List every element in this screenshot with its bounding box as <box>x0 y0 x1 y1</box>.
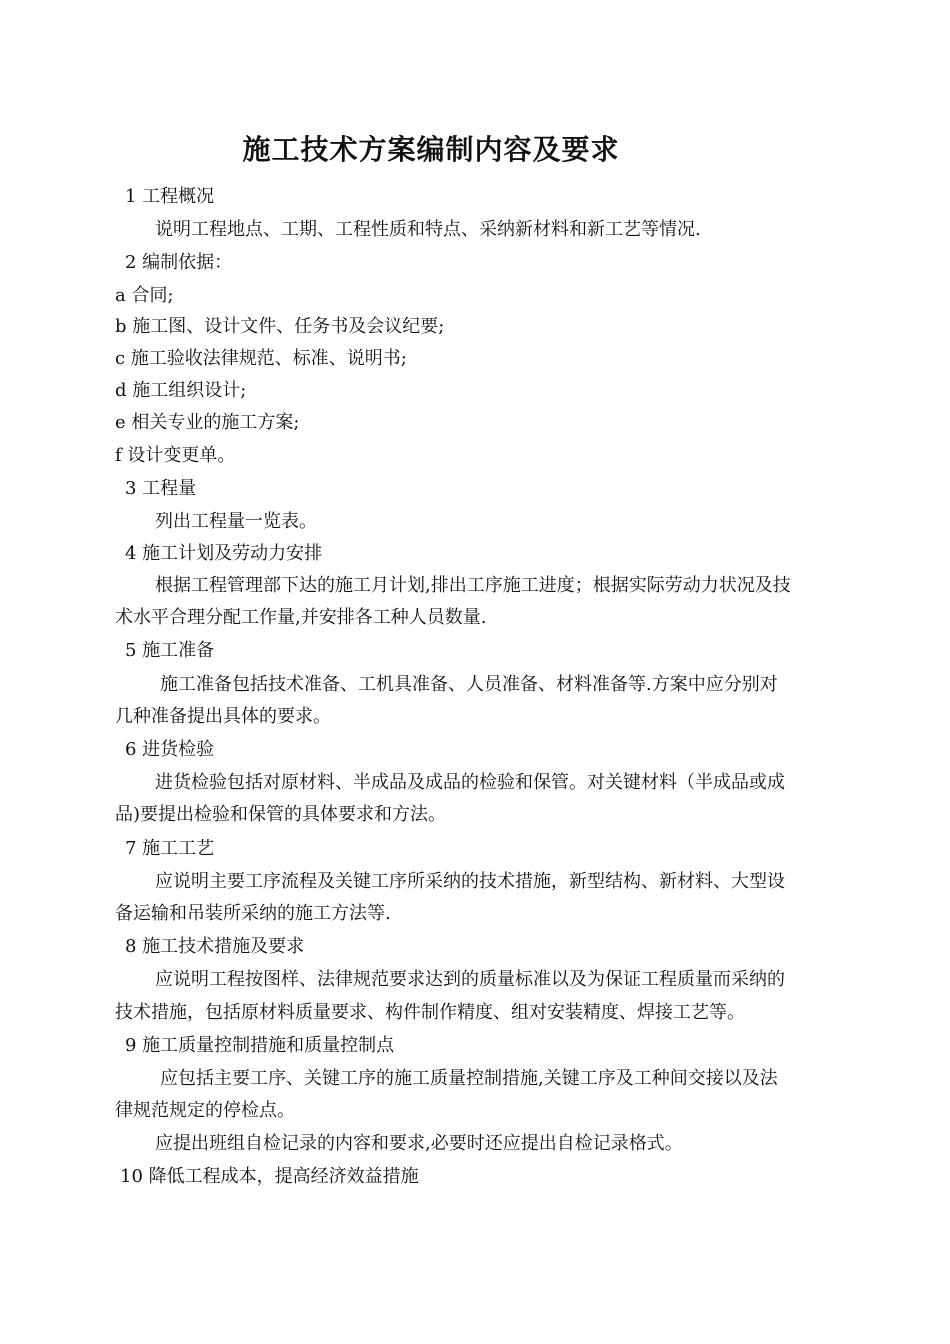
list-item: e 相关专业的施工方案; <box>115 412 300 433</box>
document-title: 施工技术方案编制内容及要求 <box>242 133 620 166</box>
section-heading-1: 1 工程概况 <box>125 186 215 207</box>
paragraph-line: 说明工程地点、工期、工程性质和特点、采纳新材料和新工艺等情况. <box>155 219 701 240</box>
list-item: a 合同; <box>115 285 174 306</box>
section-heading-2: 2 编制依据： <box>125 252 233 273</box>
paragraph-line: 应说明主要工序流程及关键工序所采纳的技术措施，新型结构、新材料、大型设 <box>155 871 785 892</box>
section-heading-5: 5 施工准备 <box>125 640 215 661</box>
paragraph-line: 律规范规定的停检点。 <box>115 1100 295 1121</box>
paragraph-line: 进货检验包括对原材料、半成品及成品的检验和保管。对关键材料（半成品或成 <box>155 772 785 793</box>
paragraph-line: 列出工程量一览表。 <box>155 511 317 532</box>
section-heading-4: 4 施工计划及劳动力安排 <box>125 543 323 564</box>
section-heading-6: 6 进货检验 <box>125 739 215 760</box>
list-item: d 施工组织设计; <box>115 380 247 401</box>
paragraph-line: 施工准备包括技术准备、工机具准备、人员准备、材料准备等.方案中应分别对 <box>160 674 778 695</box>
paragraph-line: 技术措施，包括原材料质量要求、构件制作精度、组对安装精度、焊接工艺等。 <box>115 1002 745 1023</box>
paragraph-line: 应说明工程按图样、法律规范要求达到的质量标准以及为保证工程质量而采纳的 <box>155 969 785 990</box>
section-heading-7: 7 施工工艺 <box>125 838 215 859</box>
paragraph-line: 几种准备提出具体的要求。 <box>115 706 331 727</box>
paragraph-line: 应提出班组自检记录的内容和要求,必要时还应提出自检记录格式。 <box>155 1133 683 1154</box>
section-heading-9: 9 施工质量控制措施和质量控制点 <box>125 1035 395 1056</box>
paragraph-line: 术水平合理分配工作量,并安排各工种人员数量. <box>115 607 487 628</box>
paragraph-line: 根据工程管理部下达的施工月计划,排出工序施工进度；根据实际劳动力状况及技 <box>155 575 791 596</box>
section-heading-10: 10 降低工程成本，提高经济效益措施 <box>120 1166 419 1187</box>
section-heading-8: 8 施工技术措施及要求 <box>125 936 305 957</box>
list-item: c 施工验收法律规范、标准、说明书; <box>115 348 407 369</box>
list-item: f 设计变更单。 <box>115 445 236 466</box>
section-heading-3: 3 工程量 <box>125 478 197 499</box>
paragraph-line: 品)要提出检验和保管的具体要求和方法。 <box>115 804 447 825</box>
list-item: b 施工图、设计文件、任务书及会议纪要; <box>115 316 445 337</box>
paragraph-line: 备运输和吊装所采纳的施工方法等. <box>115 903 391 924</box>
paragraph-line: 应包括主要工序、关键工序的施工质量控制措施,关键工序及工种间交接以及法 <box>160 1068 778 1089</box>
